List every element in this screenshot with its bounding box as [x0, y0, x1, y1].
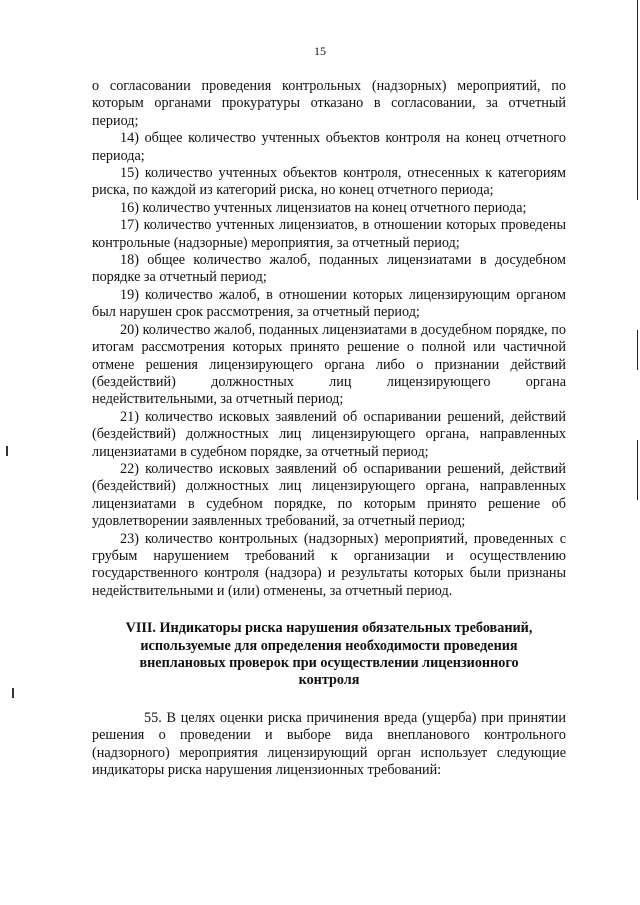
list-item-20: 20) количество жалоб, поданных лицензиатами в досудебном порядке, по итогам рассмотрения которых принято решение о полной или частичной отмене решения лицензирующего органа либо о признании действий (бездействий) должностных лиц лицензирующего органа недействительными, за отчетный период; [92, 321, 566, 408]
scan-edge-line [637, 0, 639, 200]
scan-edge-line [637, 330, 639, 370]
list-item-23: 23) количество контрольных (надзорных) мероприятий, проведенных с грубым нарушением требований к организации и осуществлению государственного контроля (надзора) и результаты которых были признаны недействительными и (или) отменены, за отчетный период. [92, 530, 566, 599]
list-item-21: 21) количество исковых заявлений об оспаривании решений, действий (бездействий) должностных лиц лицензирующего органа, направленных лицензиатами в судебном порядке, за отчетный период; [92, 408, 566, 460]
clause-55: 55. В целях оценки риска причинения вреда (ущерба) при принятии решения о проведении и выборе вида внепланового контрольного (надзорного) мероприятия лицензирующий орган использует следующие индикаторы риска нарушения лицензионных требований: [92, 709, 566, 779]
list-item-22: 22) количество исковых заявлений об оспаривании решений, действий (бездействий) должностных лиц лицензирующего органа, направленных лицензиатами в судебном порядке, по которым принято решение об удовлетворении заявленных требований, за отчетный период; [92, 460, 566, 530]
list-item-17: 17) количество учтенных лицензиатов, в отношении которых проведены контрольные (надзорные) мероприятия, за отчетный период; [92, 217, 566, 251]
paragraph: о согласовании проведения контрольных (надзорных) мероприятий, по которым органами прокуратуры отказано в согласовании, за отчетный период; [92, 78, 566, 129]
page-number: 15 [314, 44, 326, 58]
document-body [92, 78, 566, 779]
scan-margin-mark [12, 688, 14, 698]
list-item-15: 15) количество учтенных объектов контроля, отнесенных к категориям риска, по каждой из категорий риска, но конец отчетного периода; [92, 165, 566, 199]
scan-margin-mark [6, 446, 8, 456]
list-item-19: 19) количество жалоб, в отношении которых лицензирующим органом был нарушен срок рассмотрения, за отчетный период; [92, 286, 566, 321]
list-item-16: 16) количество учтенных лицензиатов на конец отчетного периода; [120, 199, 527, 216]
list-item-18: 18) общее количество жалоб, поданных лицензиатами в досудебном порядке за отчетный период; [92, 252, 566, 286]
section-heading: VIII. Индикаторы риска нарушения обязательных требований, используемые для определения необходимости проведения внеплановых проверок при осуществлении лицензионного контроля [125, 620, 533, 689]
scan-edge-line [637, 440, 639, 500]
list-item-14: 14) общее количество учтенных объектов контроля на конец отчетного периода; [92, 130, 566, 164]
